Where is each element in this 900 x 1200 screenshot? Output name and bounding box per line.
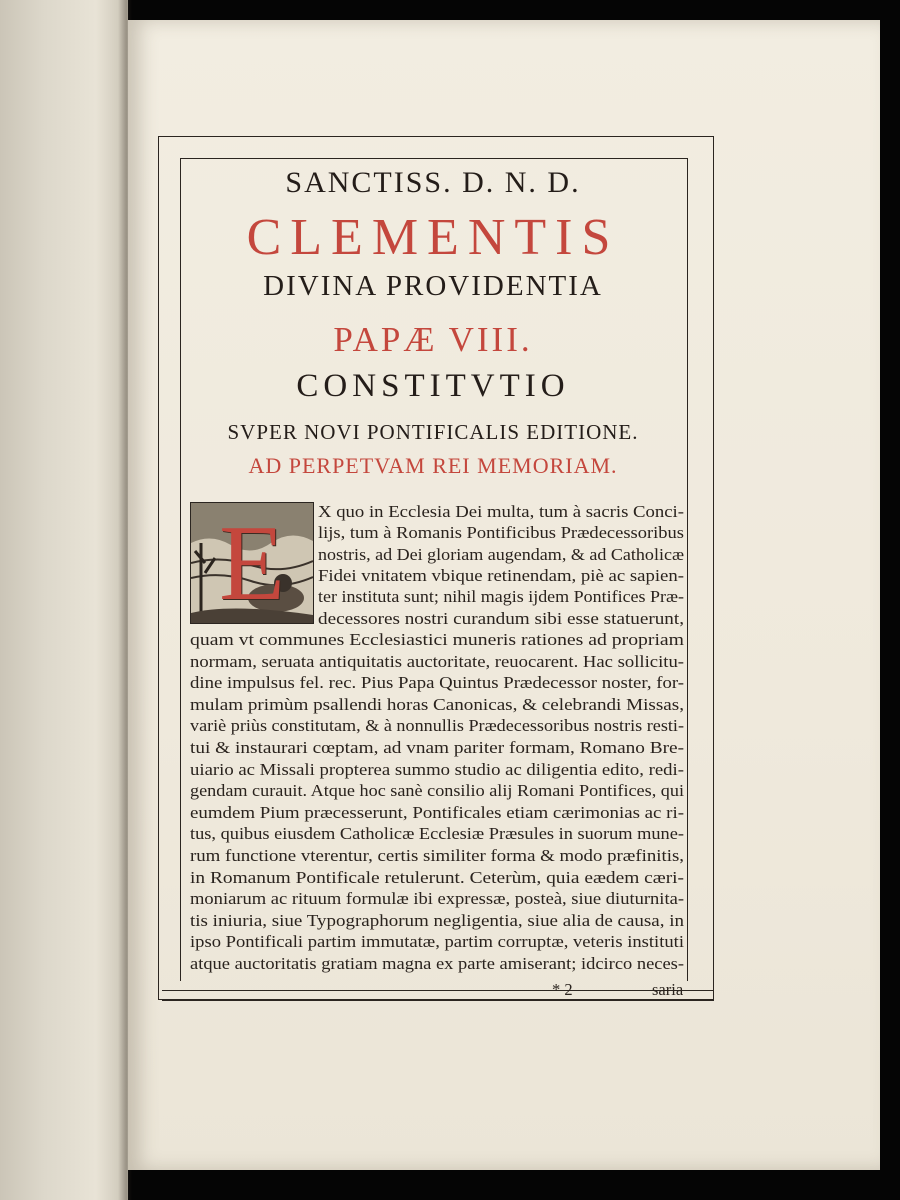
signature-mark: * 2 — [552, 980, 573, 999]
body-line: normam, seruata antiquitatis auctoritate, reuocarent. Hac sollicitu- — [190, 651, 684, 671]
body-line: ter instituta sunt; nihil magis ijdem Pontifices Præ- — [318, 587, 684, 607]
catchword: saria — [652, 980, 684, 999]
body-line: dine impulsus fel. rec. Pius Papa Quintus Prædecessor noster, for- — [190, 673, 684, 693]
body-line: tis iniuria, siue Typographorum negligentia, siue alia de causa, in — [190, 910, 684, 930]
body-line: variè priùs constitutam, & à nonnullis Prædecessoribus nostris resti- — [190, 716, 684, 736]
body-line: atque auctoritatis gratiam magna ex parte amiserant; idcirco neces- — [190, 954, 684, 973]
body-line: eumdem Pium præcesserunt, Pontificales etiam cærimonias ac ri- — [190, 802, 684, 822]
body-line: nostris, ad Dei gloriam augendam, & ad Catholicæ — [318, 544, 684, 564]
heading-super-novi: SVPER NOVI PONTIFICALIS EDITIONE. — [227, 420, 639, 444]
body-line: Fidei vnitatem vbique retinendam, piè ac sapien- — [318, 565, 684, 585]
heading-ad-perpetuam: AD PERPETVAM REI MEMORIAM. — [248, 453, 618, 478]
body-line: quam vt communes Ecclesiastici muneris rationes ad propriam — [190, 630, 684, 649]
body-line: tui & instaurari cœptam, ad vnam pariter formam, Romano Bre- — [190, 738, 684, 757]
body-line: gendam curauit. Atque hoc sanè consilio alij Romani Pontifices, qui — [190, 781, 684, 801]
body-line: rum functione vterentur, certis similiter forma & modo præfinitis, — [190, 846, 684, 865]
bottom-rule-lower — [162, 1000, 714, 1001]
body-line: moniarum ac rituum formulæ ibi expressæ, posteà, siue diuturnita- — [190, 889, 684, 909]
body-line: ipso Pontificali partim immutatæ, partim corruptæ, veteris instituti — [190, 932, 684, 952]
body-line: uiario ac Missali propterea summo studio ac diligentia edito, redi- — [190, 759, 684, 779]
heading-divina-providentia: DIVINA PROVIDENTIA — [263, 270, 603, 302]
left-page-edge — [0, 0, 128, 1200]
decorated-initial — [190, 502, 314, 624]
body-line: tus, quibus eiusdem Catholicæ Ecclesiæ Præsules in suorum mune- — [190, 824, 684, 844]
bottom-rule — [162, 990, 714, 991]
heading-sanctiss: SANCTISS. D. N. D. — [285, 166, 581, 199]
heading-papae: PAPÆ VIII. — [333, 320, 533, 359]
initial-letter: E — [219, 504, 285, 623]
body-line: decessores nostri curandum sibi esse statuerunt, — [318, 608, 684, 628]
body-line: lijs, tum à Romanis Pontificibus Prædecessoribus — [318, 523, 684, 543]
body-line: mulam primùm psallendi horas Canonicas, & celebrandi Missas, — [190, 694, 684, 714]
heading-constitutio: CONSTITVTIO — [296, 368, 570, 404]
heading-clementis: CLEMENTIS — [246, 209, 620, 266]
body-line: X quo in Ecclesia Dei multa, tum à sacris Conci- — [318, 502, 684, 521]
body-line: in Romanum Pontificale retulerunt. Ceterùm, quia eædem cæri- — [190, 867, 684, 887]
